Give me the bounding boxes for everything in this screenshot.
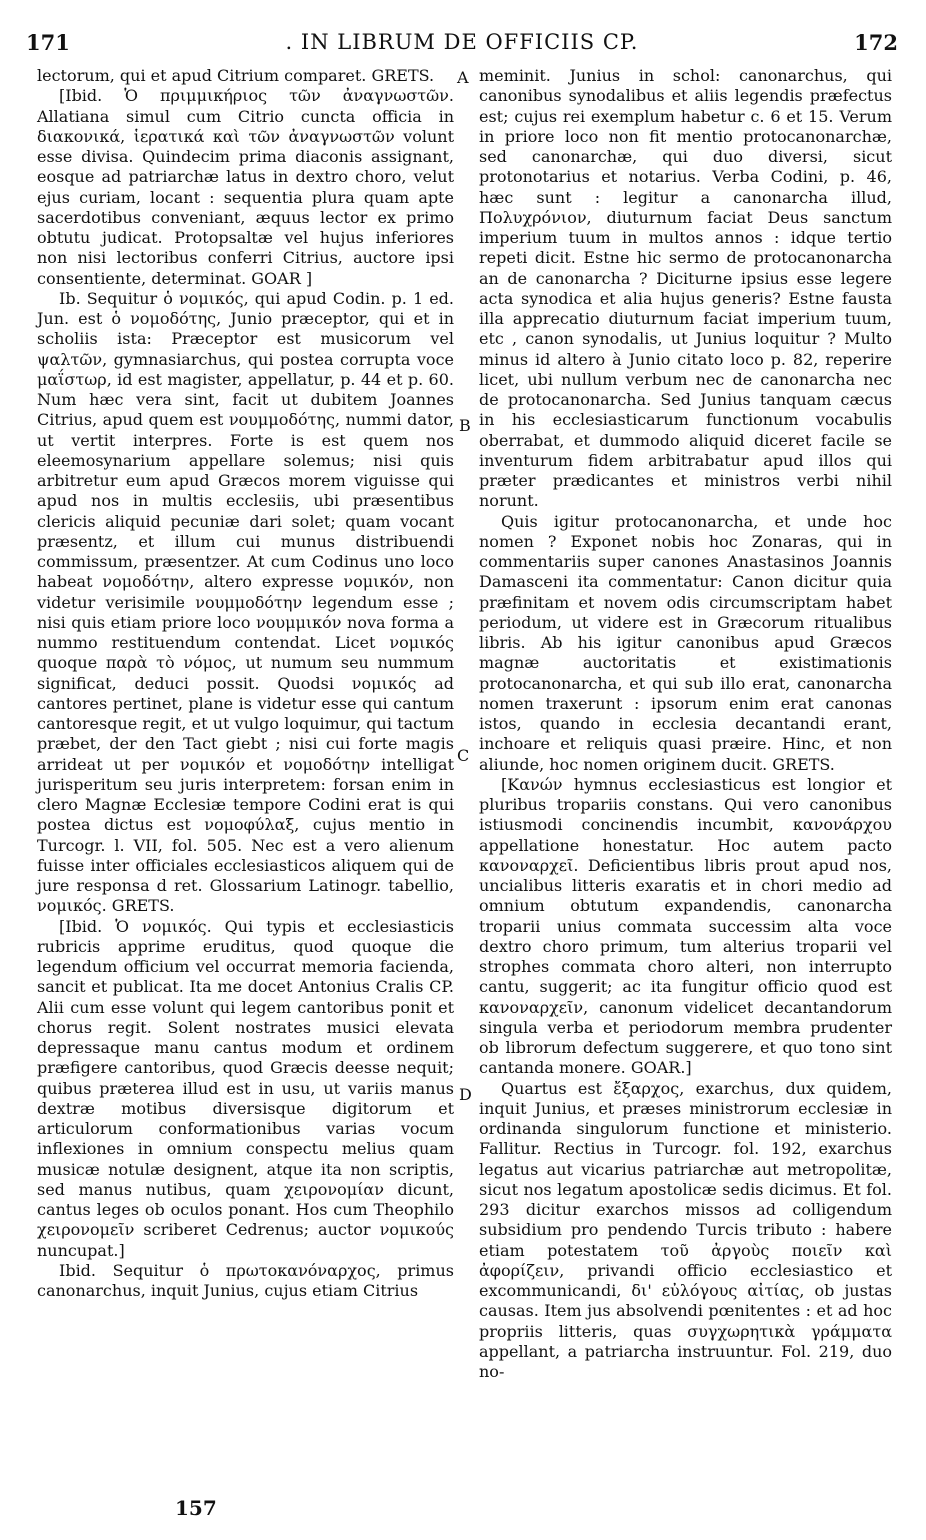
page-number-left: 171 <box>26 30 70 55</box>
right-paragraph: Quis igitur protocanonarcha, et unde hoc nomen ? Exponet nobis hoc Zonaras, qui in commentariis super canones Anastasinos Joannis Damasceni ita commentatur: Canon dicitur quia præfinitam et novem odis circumscriptam habet periodum, ut videre est in Græcorum ritualibus libris. Ab his igitur canonibus apud Græcos magnæ auctoritatis et existimationis protocanonarcha, et qui sub illo erat, canonarcha nomen traxerunt : ipsorum enim erat canonas istos, quando in ecclesia decantandi erant, inchoare et reliquis quasi præire. Hinc, et non aliunde, hoc nomen originem ducit. GRETS. <box>479 511 892 774</box>
left-paragraph: [Ibid. Ὁ νομικός. Qui typis et ecclesiasticis rubricis apprime eruditus, quod quoque die legendum officium vel occurrat memoria facienda, sancit et publicat. Ita me docet Antonius Cralis CP. Alii cum esse volunt qui legem cantoribus ponit et chorus regit. Solent nostrates musici elevata depressaque manu cantus modum et ordinem præfigere cantoribus, quod Græcis deesse nequit; quibus præterea illud est in usu, ut variis manus dextræ motibus diversisque digitorum et articulorum conformationibus varias vocum inflexiones in omnium conspectu melius quam musicæ notulæ designent, atque ita non scriptis, sed manus nutibus, quam χειρονομίαν dicunt, cantus leges ob oculos ponant. Hos cum Theophilo χειρονομεῖν scriberet Cedrenus; auctor νομικούς nuncupat.] <box>37 916 454 1260</box>
left-paragraph: [Ibid. Ὁ πριμμικήριος τῶν ἀναγνωστῶν. Allatiana simul cum Citrio cuncta officia in διακονικά, ἱερατικά καὶ τῶν ἀναγνωστῶν volunt esse divisa. Quindecim prima diaconis assignant, eosque ad patriarchæ latus in dextro choro, velut ejus curiam, locant : sequentia plura quam apte sacerdotibus conveniant, æquus lector ex primo obtutu judicat. Protopsaltæ vel hujus inferiores non nisi lectoribus conferri Citrius, auctore ipsi consentiente, determinat. GOAR ] <box>37 86 454 288</box>
right-paragraph: Quartus est ἔξαρχος, exarchus, dux quidem, inquit Junius, et præses ministrorum ecclesiæ in ordinanda singulorum functione et ministerio. Fallitur. Rectius in Turcogr. fol. 192, exarchus legatus aut vicarius patriarchæ aut metropolitæ, sicut nos legatum apostolicæ sedis dicimus. Et fol. 293 dicitur exarchos missos ad colligendum subsidium pro pendendo Turcis tributo : habere etiam potestatem τοῦ ἀργοὺς ποιεῖν καὶ ἀφορίζειν, privandi officio ecclesiastico et excommunicandi, δι' εὐλόγους αἰτίας, ob justas causas. Item jus absolvendi pœnitentes : et ad hoc propriis litteris, quas συγχωρητικὰ γράμματα appellant, a patriarcha instruuntur. Fol. 219, duo no- <box>479 1078 892 1381</box>
left-paragraph: lectorum, qui et apud Citrium comparet. GRETS. <box>37 66 435 85</box>
right-paragraph: [Κανών hymnus ecclesiasticus est longior et pluribus tropariis constans. Qui vero canonibus istiusmodi concinendis incumbit, κανονάρχου appellatione honestatur. Hoc autem pacto κανοναρχεῖ. Deficientibus libris prout apud nos, uncialibus litteris exaratis et in chori medio ad omnium obtutum expandendis, canonarcha troparii unius commata successim alta voce dextro choro primum, tum alterius troparii vel strophes commata choro alteri, non interrupto cantu, suggerit; ac ita fungitur officio quod est κανοναρχεῖν, canonum videlicet decantandorum singula verba et periodorum membra prudenter ob librorum defectum suggerere, et quo tono sint cantanda monere. GOAR.] <box>479 774 892 1078</box>
left-paragraph: Ib. Sequitur ὁ νομικός, qui apud Codin. p. 1 ed. Jun. est ὁ νομοδότης, Junio præceptor, qui et in scholiis ista: Præceptor est musicorum vel ψαλτῶν, gymnasiarchus, qui postea corrupta voce μαΐστωρ, id est magister, appellatur, p. 44 et p. 60. Num hæc vera sint, facit ut dubitem Joannes Citrius, apud quem est νουμμοδότης, nummi dator, ut vertit interpres. Forte is est quem nos eleemosynarium appellare solemus; nisi quis arbitretur eum apud Græcos morem viguisse qui apud nos in multis ecclesiis, ubi præsentibus clericis aliquid pecuniæ dari solet; quam vocant præsentz, et illum cui munus distribuendi commissum, præsentzer. At cum Codinus uno loco habeat νομοδότην, altero expresse νομικόν, non videtur verisimile νουμμοδότην legendum esse ; nisi quis etiam priore loco νουμμικόν nova forma a nummo restituendum contendat. Licet νομικός quoque παρὰ τὸ νόμος, ut numum seu nummum significat, deduci possit. Quodsi νομικός ad cantores pertinet, plane is videtur esse qui cantum cantoresque regit, et ut vulgo loquimur, qui tactum præbet, der den Tact giebt ; nisi cui forte magis arrideat ut per νομικόν et νομοδότην intelligat jurisperitum seu juris interpretem: forsan enim in clero Magnæ Ecclesiæ tempore Codini erat is qui postea dictus est νομοφύλαξ, cujus mentio in Turcogr. l. VII, fol. 505. Nec est a vero alienum fuisse inter officiales ecclesiasticos aliquem qui de jure responsa d ret. Glossarium Latinogr. tabellio, νομικός. GRETS. <box>37 288 454 916</box>
margin-marker-a: A <box>457 68 469 87</box>
running-header <box>26 30 898 62</box>
left-column <box>37 66 454 1301</box>
left-paragraph: Ibid. Sequitur ὁ πρωτοκανόναρχος, primus canonarchus, inquit Junius, cujus etiam Citrius <box>37 1260 454 1300</box>
right-column <box>479 66 892 1382</box>
right-paragraph: meminit. Junius in schol: canonarchus, qui canonibus synodalibus et aliis legendis præfectus est; cujus rei exemplum habetur c. 6 et 15. Verum in priore loco non fit mentio protocanonarchæ, sed canonarchæ, qui duo diversi, sicut protonotarius et notarius. Verba Codini, p. 46, hæc sunt : legitur a canonarcha illud, Πολυχρόνιον, diuturnum faciat Deus sanctum imperium tuum in multos annos : idque tertio repeti dicit. Estne hic sermo de protocanonarcha an de canonarcha ? Diciturne ipsius esse legere acta synodica et alia hujus generis? Estne fausta illa apprecatio diuturnum faciat imperium tuum, etc , canon synodalis, ut Junius loquitur ? Multo minus id altero à Junio citato loco p. 82, reperire licet, ubi nullum verbum nec de canonarcha nec de protocanonarcha. Sed Junius tanquam cæcus in his ecclesiasticarum functionum vocabulis oberrabat, et dummodo aliquid diceret facile se inventurum fidem arbitrabatur apud illos qui præter prædicantes et ministros verbi nihil norunt. <box>479 66 892 511</box>
margin-marker-b: B <box>459 416 471 435</box>
margin-marker-c: C <box>457 746 470 765</box>
page-number-right: 172 <box>854 30 898 55</box>
signature-mark: 157 <box>175 1496 217 1520</box>
margin-marker-d: D <box>459 1085 472 1104</box>
running-title: . IN LIBRUM DE OFFICIIS CP. <box>285 30 639 54</box>
